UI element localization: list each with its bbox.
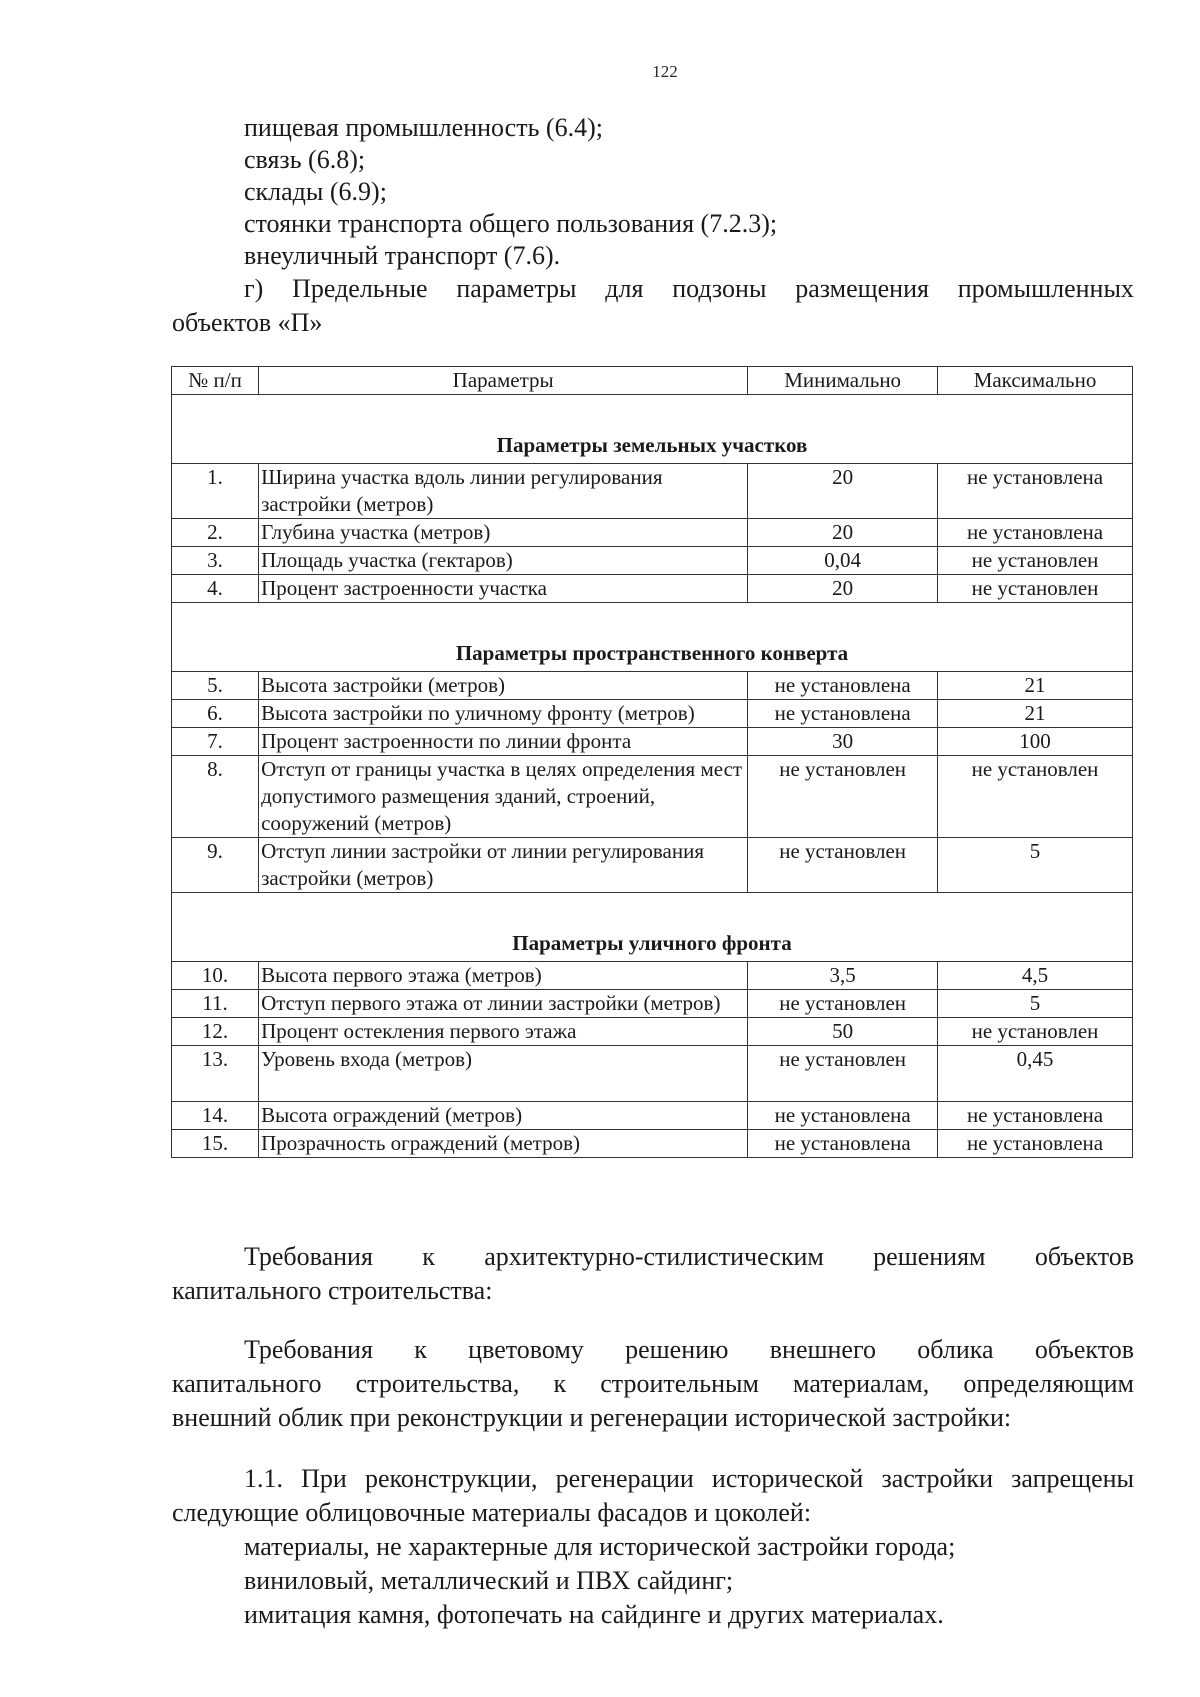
cell-num: 10. [172,962,259,990]
cell-max: 5 [938,990,1133,1018]
rule-1-1 [172,1462,1134,1632]
rule-item: материалы, не характерные для исторической застройки города; [244,1532,956,1561]
section-row [172,395,1133,464]
section-envelope: Параметры пространственного конверта [172,603,1133,672]
cell-num: 14. [172,1102,259,1130]
cell-max: не установлен [938,575,1133,603]
permitted-uses-list [244,112,777,272]
cell-num: 9. [172,838,259,893]
cell-num: 7. [172,728,259,756]
table-row [172,575,1133,603]
cell-min: 20 [748,519,938,547]
cell-min: 3,5 [748,962,938,990]
section-street: Параметры уличного фронта [172,893,1133,962]
table-row [172,756,1133,838]
cell-max: 5 [938,838,1133,893]
cell-param: Высота застройки (метров) [259,672,748,700]
cell-num: 1. [172,464,259,519]
word: облика [917,1335,994,1364]
cell-num: 2. [172,519,259,547]
requirements-color [172,1333,1134,1435]
list-item: пищевая промышленность (6.4); [244,113,603,142]
list-item: склады (6.9); [244,177,387,206]
caption-word: г) [244,274,264,303]
cell-num: 11. [172,990,259,1018]
table-caption [172,272,1134,340]
paragraph-line [172,1333,1134,1367]
cell-param: Высота застройки по уличному фронту (метров) [259,700,748,728]
caption-word: размещения [795,274,929,303]
table-row [172,519,1133,547]
parameters-table [171,366,1133,1158]
rule-item: имитация камня, фотопечать на сайдинге и других материалах. [244,1600,944,1629]
table-row [172,672,1133,700]
table-row [172,728,1133,756]
cell-min: 50 [748,1018,938,1046]
cell-param: Процент застроенности участка [259,575,748,603]
cell-min: 30 [748,728,938,756]
cell-num: 5. [172,672,259,700]
word: объектов [1034,1242,1134,1271]
caption-line: объектов «П» [172,308,323,337]
cell-min: не установлен [748,756,938,838]
cell-param: Площадь участка (гектаров) [259,547,748,575]
cell-max: 21 [938,700,1133,728]
table-header-row [172,367,1133,395]
cell-param: Отступ линии застройки от линии регулирования застройки (метров) [259,838,748,893]
section-land: Параметры земельных участков [172,395,1133,464]
rule-intro: 1.1. При реконструкции, регенерации исторической застройки запрещены следующие облицовочные материалы фасадов и цоколей: [172,1464,1134,1527]
cell-num: 3. [172,547,259,575]
section-row [172,893,1133,962]
caption-word: параметры [456,274,577,303]
cell-max: не установлена [938,1102,1133,1130]
cell-num: 12. [172,1018,259,1046]
word: к [422,1242,435,1271]
caption-line [172,272,1134,306]
cell-max: не установлена [938,519,1133,547]
page-number: 122 [652,62,678,81]
word: объектов [1034,1335,1134,1364]
table-row [172,1046,1133,1102]
word: к [414,1335,427,1364]
cell-max: 21 [938,672,1133,700]
cell-num: 13. [172,1046,259,1102]
cell-min: 0,04 [748,547,938,575]
cell-min: не установлена [748,700,938,728]
list-item: внеуличный транспорт (7.6). [244,241,561,270]
section-row [172,603,1133,672]
word: внешнего [769,1335,876,1364]
cell-max: не установлена [938,1130,1133,1158]
cell-min: не установлен [748,1046,938,1102]
cell-param: Уровень входа (метров) [259,1046,748,1102]
cell-min: не установлена [748,1130,938,1158]
cell-param: Отступ первого этажа от линии застройки (метров) [259,990,748,1018]
word: Требования [244,1335,373,1364]
paragraph-line: внешний облик при реконструкции и регенерации исторической застройки: [172,1403,1012,1432]
paragraph-line: капитального строительства, к строительным материалам, определяющим [172,1369,1134,1398]
cell-param: Высота первого этажа (метров) [259,962,748,990]
cell-num: 8. [172,756,259,838]
word: Требования [244,1242,373,1271]
cell-min: 20 [748,464,938,519]
cell-num: 4. [172,575,259,603]
cell-max: не установлен [938,1018,1133,1046]
cell-param: Прозрачность ограждений (метров) [259,1130,748,1158]
paragraph-line [172,1240,1134,1274]
word: архитектурно-стилистическим [484,1242,824,1271]
table-row [172,1130,1133,1158]
table-row [172,1102,1133,1130]
word: решению [625,1335,729,1364]
cell-max: не установлен [938,547,1133,575]
cell-min: не установлен [748,838,938,893]
table-row [172,990,1133,1018]
cell-param: Процент остекления первого этажа [259,1018,748,1046]
table-row [172,547,1133,575]
header-param: Параметры [259,367,748,395]
cell-num: 6. [172,700,259,728]
cell-param: Высота ограждений (метров) [259,1102,748,1130]
cell-min: не установлена [748,672,938,700]
caption-word: Предельные [292,274,428,303]
cell-max: не установлен [938,756,1133,838]
cell-max: не установлена [938,464,1133,519]
cell-num: 15. [172,1130,259,1158]
table-row [172,464,1133,519]
caption-word: подзоны [672,274,767,303]
header-num: № п/п [172,367,259,395]
caption-word: промышленных [957,274,1134,303]
cell-param: Ширина участка вдоль линии регулирования застройки (метров) [259,464,748,519]
table-row [172,962,1133,990]
paragraph-line: капитального строительства: [172,1276,493,1305]
cell-max: 0,45 [938,1046,1133,1102]
requirements-architecture [172,1240,1134,1308]
cell-param: Глубина участка (метров) [259,519,748,547]
word: решениям [873,1242,986,1271]
cell-param: Процент застроенности по линии фронта [259,728,748,756]
rule-item: виниловый, металлический и ПВХ сайдинг; [244,1566,734,1595]
table-row [172,838,1133,893]
table-row [172,700,1133,728]
table-row [172,1018,1133,1046]
list-item: связь (6.8); [244,145,366,174]
caption-word: для [605,274,644,303]
header-max: Максимально [938,367,1133,395]
cell-max: 100 [938,728,1133,756]
cell-min: не установлена [748,1102,938,1130]
header-min: Минимально [748,367,938,395]
cell-min: 20 [748,575,938,603]
cell-param: Отступ от границы участка в целях определения мест допустимого размещения зданий, строений, сооружений (метров) [259,756,748,838]
word: цветовому [468,1335,584,1364]
list-item: стоянки транспорта общего пользования (7.2.3); [244,209,778,238]
cell-max: 4,5 [938,962,1133,990]
cell-min: не установлен [748,990,938,1018]
